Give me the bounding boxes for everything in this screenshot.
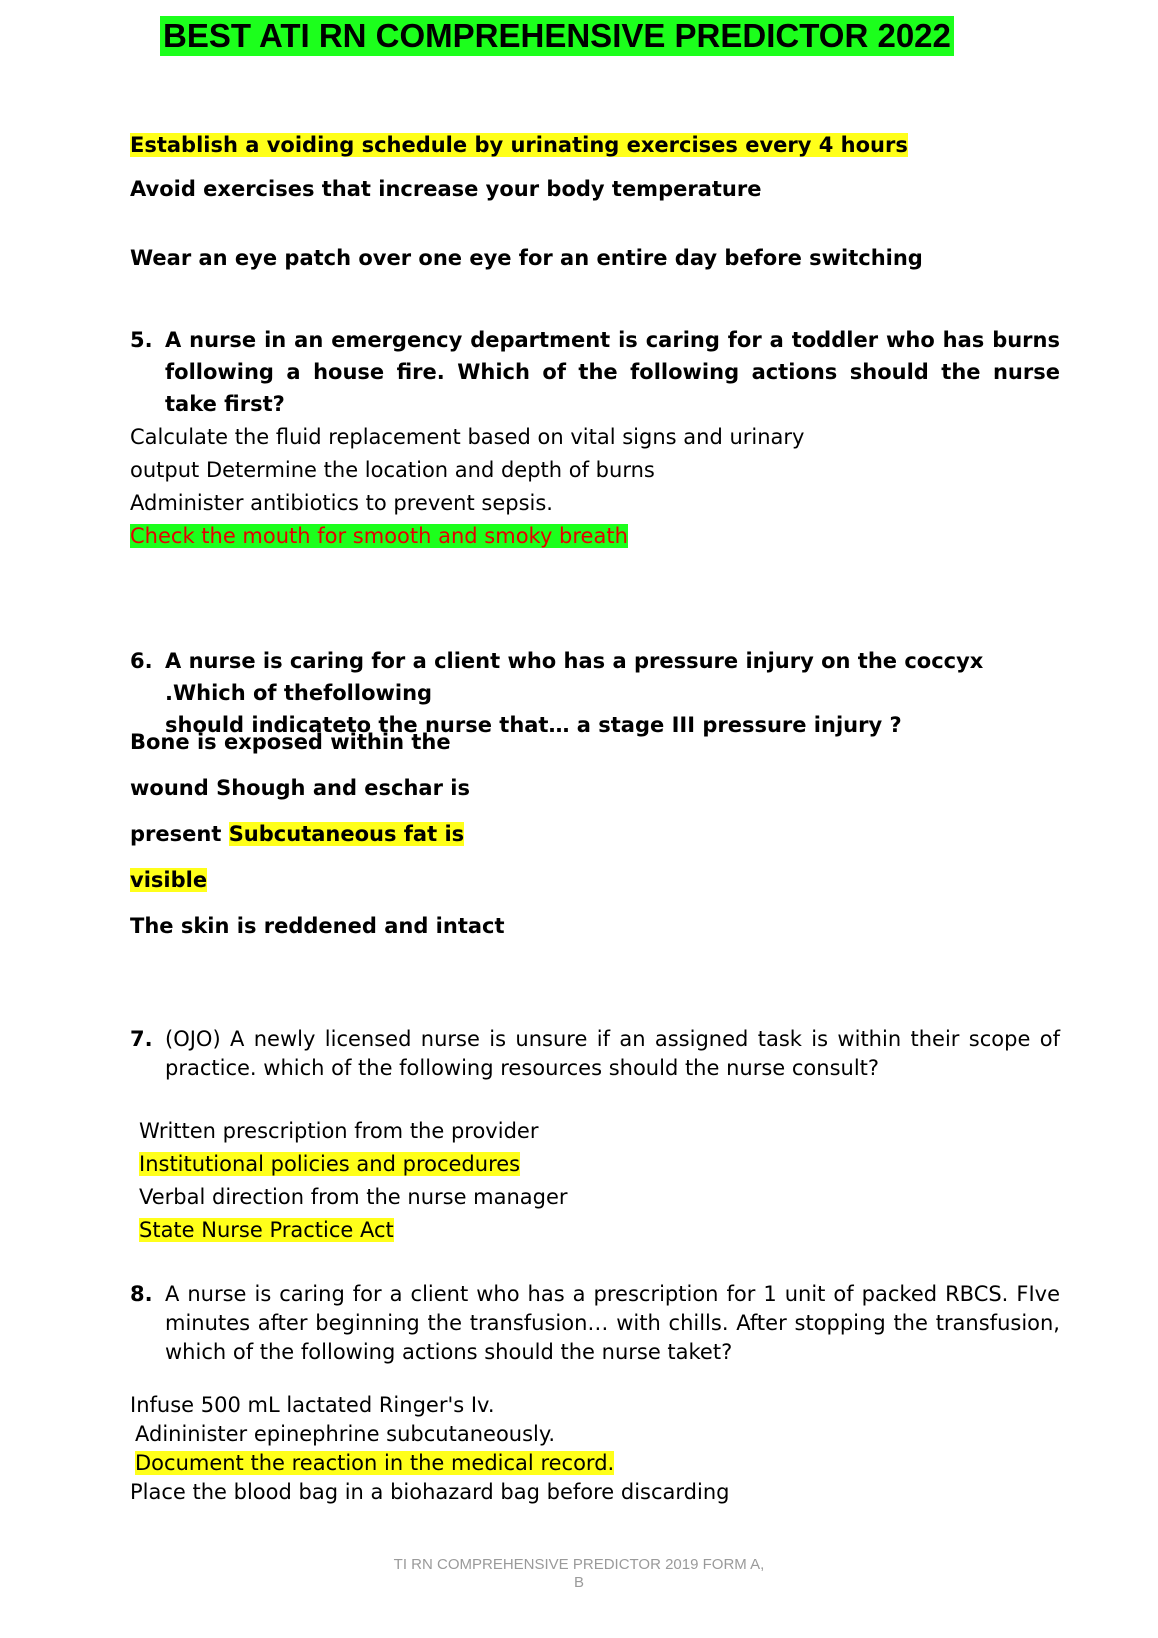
question-number: 5. xyxy=(130,328,153,352)
question-number: 6. xyxy=(130,649,153,673)
q7-option-4 xyxy=(139,1216,394,1244)
question-number: 8. xyxy=(130,1282,153,1306)
q5-option-2: output Determine the location and depth of burns xyxy=(130,458,655,482)
question-text: A nurse is caring for a client who has a prescription for 1 unit of packed RBCS. FIve minutes after beginning the transfusion… with chills. After stopping the transfusion, which of the following actions should the nurse taket? xyxy=(165,1282,1060,1364)
q8-option-3 xyxy=(135,1449,614,1477)
correct-answer-highlight: Institutional policies and procedures xyxy=(139,1152,521,1176)
question-8 xyxy=(130,1280,1060,1367)
correct-answer-highlight: Subcutaneous fat is xyxy=(228,822,465,846)
document-title: BEST ATI RN COMPREHENSIVE PREDICTOR 2022 xyxy=(160,16,954,56)
q8-option-4: Place the blood bag in a biohazard bag before discarding xyxy=(130,1480,730,1504)
q8-option-1: Infuse 500 mL lactated Ringer's Iv. xyxy=(130,1393,495,1417)
question-7 xyxy=(130,1025,1060,1083)
correct-answer-highlight: Establish a voiding schedule by urinating exercises every 4 hours xyxy=(130,133,908,157)
q5-option-1: Calculate the fluid replacement based on vital signs and urinary xyxy=(130,425,805,449)
question-text: (OJO) A newly licensed nurse is unsure if an assigned task is within their scope of practice. which of the following resources should the nurse consult? xyxy=(165,1027,1060,1080)
q5-option-3: Administer antibiotics to prevent sepsis. xyxy=(130,491,553,515)
question-6 xyxy=(130,645,1060,741)
question-5 xyxy=(130,324,1060,420)
correct-answer-highlight: Check the mouth for smooth and smoky breath xyxy=(130,524,628,548)
q7-option-1: Written prescription from the provider xyxy=(139,1119,539,1143)
page-footer: TI RN COMPREHENSIVE PREDICTOR 2019 FORM A, B xyxy=(393,1556,765,1591)
q6-option-4 xyxy=(130,866,207,894)
correct-answer-highlight: visible xyxy=(130,868,208,892)
q6-option-3: present Subcutaneous fat is xyxy=(130,822,465,846)
q6-option-2: wound Shough and eschar is xyxy=(130,776,470,800)
q6-option-5: The skin is reddened and intact xyxy=(130,914,505,938)
q7-option-2 xyxy=(139,1150,520,1178)
q5-option-4 xyxy=(130,522,628,550)
q8-option-2: Adininister epinephrine subcutaneously. xyxy=(135,1422,555,1446)
correct-answer-highlight: State Nurse Practice Act xyxy=(139,1218,394,1242)
question-text: A nurse in an emergency department is caring for a toddler who has burns following a house fire. Which of the following actions should the nurse take first? xyxy=(165,328,1060,416)
prev-option-2: Avoid exercises that increase your body temperature xyxy=(130,177,762,201)
question-number: 7. xyxy=(130,1027,153,1051)
question-text: A nurse is caring for a client who has a pressure injury on the coccyx .Which of thefollowing should indicateto the nurse that… a stage III pressure injury ? xyxy=(165,649,984,737)
prev-option-3: Wear an eye patch over one eye for an entire day before switching xyxy=(130,246,923,270)
prev-option-1 xyxy=(130,131,908,159)
q7-option-3: Verbal direction from the nurse manager xyxy=(139,1185,568,1209)
correct-answer-highlight: Document the reaction in the medical record. xyxy=(135,1451,615,1475)
q6-option-1: Bone is exposed within the xyxy=(130,730,451,754)
